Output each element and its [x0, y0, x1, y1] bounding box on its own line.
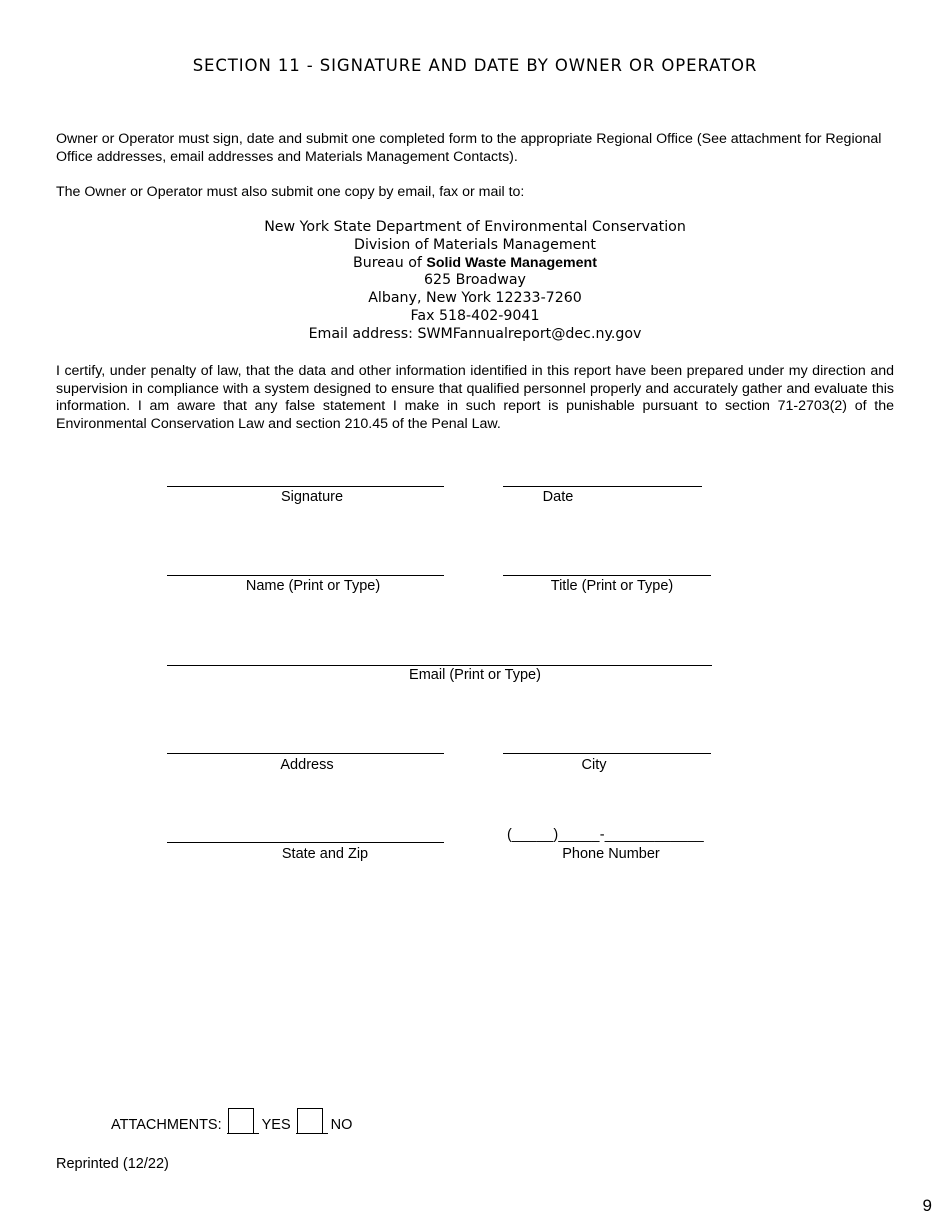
address-label: Address — [280, 757, 334, 773]
name-line[interactable] — [167, 575, 444, 576]
attachments-label: ATTACHMENTS: — [111, 1117, 222, 1133]
signature-label: Signature — [280, 489, 344, 505]
intro-paragraph: Owner or Operator must sign, date and submit one completed form to the appropriate Regional Office (See attachment for Regional Office addresses, email addresses and Materials Management Contacts). — [56, 131, 882, 165]
attachments-row — [111, 1108, 352, 1134]
copy-instruction: The Owner or Operator must also submit one copy by email, fax or mail to: — [56, 184, 525, 200]
address-email: Email address: SWMFannualreport@dec.ny.gov — [308, 325, 642, 342]
address-department: New York State Department of Environmental Conservation — [264, 219, 686, 235]
certification-paragraph: I certify, under penalty of law, that the data and other information identified in this report have been prepared under my direction and supervision in compliance with a system designed to ensure that qualified personnel properly and accurately gather and evaluate this information. I am aware that any false statement I make in such report is punishable pursuant to section 71-2703(2) of the Environmental Conservation Law and section 210.45 of the Penal Law. — [56, 363, 894, 432]
signature-line[interactable] — [167, 486, 444, 487]
attachments-no-label: NO — [330, 1117, 353, 1133]
title-line[interactable] — [503, 575, 711, 576]
address-street: 625 Broadway — [424, 272, 526, 289]
attachments-no-checkbox[interactable] — [297, 1108, 323, 1134]
address-fax: Fax 518-402-9041 — [410, 307, 540, 324]
attachments-yes-label: YES — [261, 1117, 291, 1133]
date-line[interactable] — [503, 486, 702, 487]
page-number: 9 — [922, 1196, 932, 1215]
section-title: SECTION 11 - SIGNATURE AND DATE BY OWNER OR OPERATOR — [192, 56, 758, 75]
mailing-address-block — [0, 219, 950, 344]
reprinted-note: Reprinted (12/22) — [56, 1156, 169, 1172]
state-zip-line[interactable] — [167, 842, 444, 843]
phone-number-label: Phone Number — [562, 846, 660, 862]
address-division: Division of Materials Management — [354, 236, 596, 253]
address-city-state-zip: Albany, New York 12233-7260 — [368, 290, 582, 307]
name-label: Name (Print or Type) — [245, 578, 381, 594]
address-bureau — [0, 255, 950, 273]
date-label: Date — [542, 489, 574, 505]
city-line[interactable] — [503, 753, 711, 754]
attachments-yes-checkbox[interactable] — [228, 1108, 254, 1134]
email-line[interactable] — [167, 665, 712, 666]
bureau-prefix: Bureau of — [353, 254, 427, 271]
address-line[interactable] — [167, 753, 444, 754]
state-zip-label: State and Zip — [281, 846, 369, 862]
bureau-name: Solid Waste Management — [426, 254, 597, 271]
city-label: City — [581, 757, 607, 773]
email-label: Email (Print or Type) — [409, 667, 541, 683]
title-label: Title (Print or Type) — [550, 578, 674, 594]
phone-number-input[interactable]: (_____)_____-____________ — [507, 827, 704, 843]
